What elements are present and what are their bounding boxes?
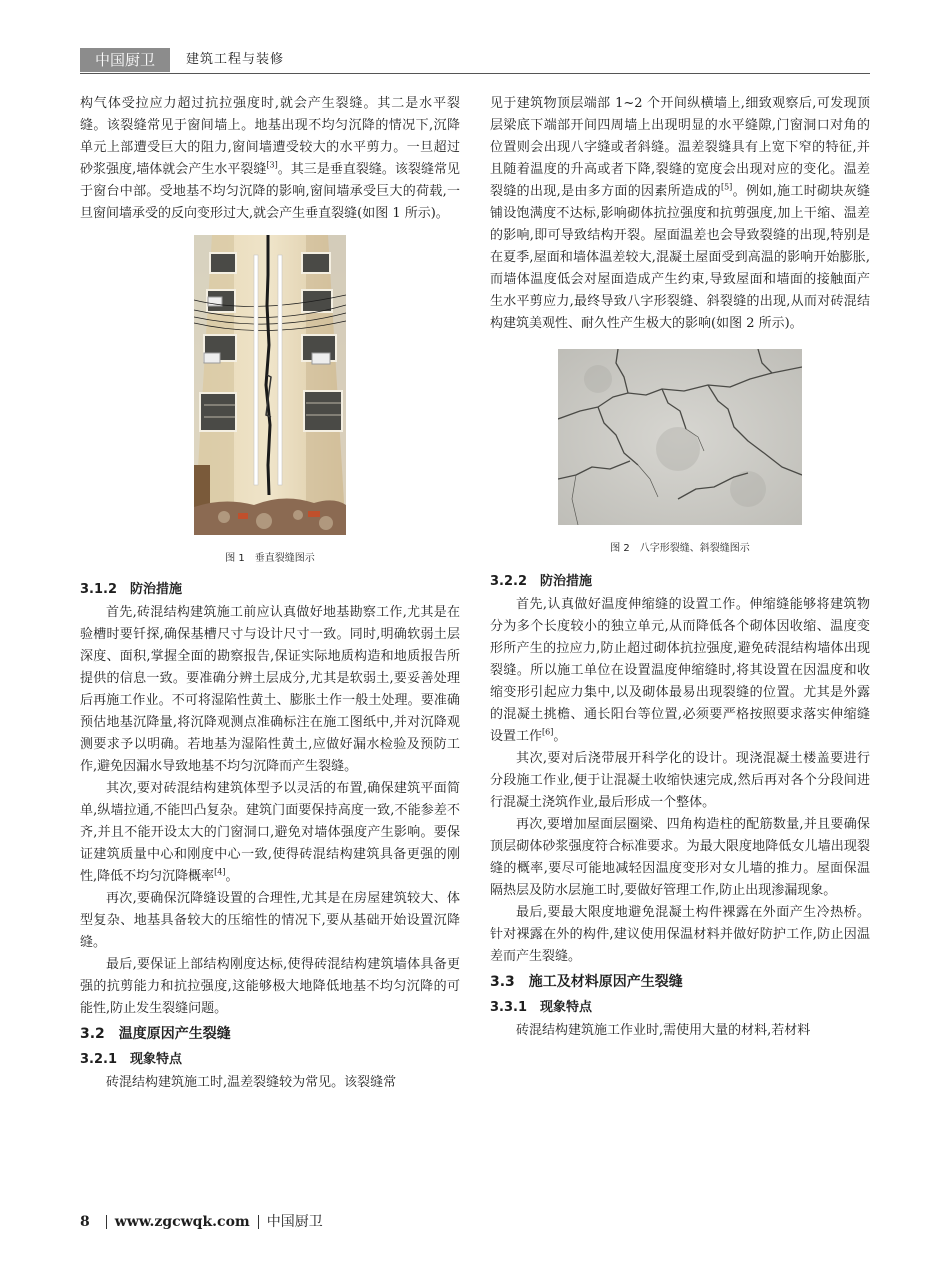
page-header (80, 48, 870, 74)
text-run: 见于建筑物顶层端部 1~2 个开间纵横墙上,细致观察后,可发现顶层梁底下端部开间四周墙上出现明显的水平缝隙,门窗洞口对角的位置则会出现八字缝或者斜缝。温差裂缝具有上宽下窄的特征,并且随着温度的升高或者下降,裂缝的宽度会出现对应的变化。温差裂缝的出现,是由多方面的因素所造成的 (490, 96, 870, 199)
text-run: 。 (225, 869, 239, 884)
paragraph: 再次,要增加屋面层圈梁、四角构造柱的配筋数量,并且要确保顶层砌体砂浆强度符合标准要求。为最大限度地降低女儿墙出现裂缝的概率,要尽可能地减轻因温度变形对女儿墙的推力。屋面保温隔热层及防水层施工时,要做好管理工作,防止出现渗漏现象。 (490, 817, 870, 898)
figure-1-caption: 图 1 垂直裂缝图示 (225, 553, 315, 564)
citation: [3] (266, 160, 278, 170)
citation: [6] (542, 727, 554, 737)
figure-2 (490, 349, 870, 525)
page-footer (80, 1211, 323, 1233)
text-run: 其次,要对砖混结构建筑体型予以灵活的布置,确保建筑平面简单,纵墙拉通,不能凹凸复杂。建筑门面要保持高度一致,不能参差不齐,并且不能开设太大的门窗洞口,避免对墙体强度产生影响。要保证建筑质量中心和刚度中心一致,使得砖混结构建筑具备更强的刚性,降低不均匀沉降概率 (80, 781, 460, 884)
text-run: 构气体受拉应力超过抗拉强度时,就会产生裂缝。其二是水平裂缝。该裂缝常见于窗间墙上。地基出现不均匀沉降的情况下,沉降单元上部遭受巨大的阻力,窗间墙遭受较大的水平剪力。一旦超过砂浆强度,墙体就会产生水平裂缝 (80, 96, 460, 177)
heading-3-2-1: 3.2.1 现象特点 (80, 1052, 183, 1067)
heading-3-2-2: 3.2.2 防治措施 (490, 574, 593, 589)
paragraph (490, 93, 870, 335)
citation: [5] (720, 182, 733, 192)
footer-divider (258, 1215, 259, 1229)
header-rule (80, 73, 870, 74)
figure-2-caption: 图 2 八字形裂缝、斜裂缝图示 (610, 543, 750, 554)
figure-1 (80, 235, 460, 535)
paragraph (490, 594, 870, 748)
heading-3-3: 3.3 施工及材料原因产生裂缝 (490, 974, 683, 990)
paragraph: 砖混结构建筑施工作业时,需使用大量的材料,若材料 (516, 1023, 811, 1038)
text-run: 。其三是垂直裂缝。该裂缝常见于窗台中部。受地基不均匀沉降的影响,窗间墙承受巨大的荷载,一旦窗间墙承受的反向变形过大,就会产生垂直裂缝(如图 1 所示)。 (80, 162, 460, 221)
journal-name: 中国厨卫 (266, 1214, 323, 1230)
paragraph: 其次,要对后浇带展开科学化的设计。现浇混凝土楼盖要进行分段施工作业,便于让混凝土收缩快速完成,然后再对各个分段间进行混凝土浇筑作业,最后形成一个整体。 (490, 751, 870, 810)
footer-divider (106, 1215, 107, 1229)
paragraph: 首先,砖混结构建筑施工前应认真做好地基勘察工作,尤其是在验槽时要钎探,确保基槽尺寸与设计尺寸一致。同时,明确软弱土层深度、面积,掌握全面的勘察报告,保证实际地质构造和地质报告所提供的信息一致。要准确分辨土层成分,尤其是软弱土,要妥善处理后再施工作业。不可将湿陷性黄土、膨胀土作一般土处理。要准确预估地基沉降量,将沉降观测点准确标注在施工图纸中,并对沉降观测要求予以明确。若地基为湿陷性黄土,应做好漏水检验及预防工作,避免因漏水导致地基不均匀沉降而产生裂缝。 (80, 605, 460, 774)
website-link[interactable]: www.zgcwqk.com (114, 1214, 250, 1230)
text-run: 首先,认真做好温度伸缩缝的设置工作。伸缩缝能够将建筑物分为多个长度较小的独立单元,从而降低各个砌体因收缩、温度变形所产生的拉应力,防止超过砌体抗拉强度,避免砖混结构墙体出现裂缝。所以施工单位在设置温度伸缩缝时,将其设置在因温度和收缩变形引起应力集中,以及砌体最易出现裂缝的位置。尤其是外露的混凝土挑檐、通长阳台等位置,必须要严格按照要求落实伸缩缝设置工作 (490, 597, 870, 744)
citation: [4] (214, 867, 226, 877)
heading-3-3-1: 3.3.1 现象特点 (490, 1000, 593, 1015)
paragraph (80, 778, 460, 888)
vertical-crack-photo (194, 235, 346, 535)
paragraph: 砖混结构建筑施工时,温差裂缝较为常见。该裂缝常 (106, 1075, 397, 1090)
right-column (490, 93, 870, 1042)
heading-3-2: 3.2 温度原因产生裂缝 (80, 1026, 231, 1042)
journal-badge: 中国厨卫 (80, 48, 170, 72)
left-column (80, 93, 460, 1094)
text-run: 。例如,施工时砌块灰缝铺设饱满度不达标,影响砌体抗拉强度和抗剪强度,加上干缩、温差的影响,即可导致结构开裂。屋面温差也会导致裂缝的出现,特别是在夏季,屋面和墙体温差较大,混凝土屋面受到高温的影响开始膨胀,而墙体温度低会对屋面造成产生约束,导致屋面和墙面的接触面产生水平剪应力,最终导致八字形裂缝、斜裂缝的出现,从而对砖混结构建筑美观性、耐久性产生极大的影响(如图 2 所示)。 (490, 184, 870, 331)
page-number: 8 (80, 1214, 90, 1230)
paragraph: 再次,要确保沉降缝设置的合理性,尤其是在房屋建筑较大、体型复杂、地基具备较大的压缩性的情况下,要从基础开始设置沉降缝。 (80, 891, 460, 950)
section-title: 建筑工程与装修 (186, 52, 285, 67)
paragraph: 最后,要最大限度地避免混凝土构件裸露在外面产生冷热桥。针对裸露在外的构件,建议使用保温材料并做好防护工作,防止因温差而产生裂缝。 (490, 905, 870, 964)
diagonal-crack-photo (558, 349, 802, 525)
paragraph: 最后,要保证上部结构刚度达标,使得砖混结构建筑墙体具备更强的抗剪能力和抗拉强度,这能够极大地降低地基不均匀沉降的可能性,防止发生裂缝问题。 (80, 957, 460, 1016)
heading-3-1-2: 3.1.2 防治措施 (80, 582, 183, 597)
text-run: 。 (553, 729, 567, 744)
intro-paragraph (80, 93, 460, 225)
